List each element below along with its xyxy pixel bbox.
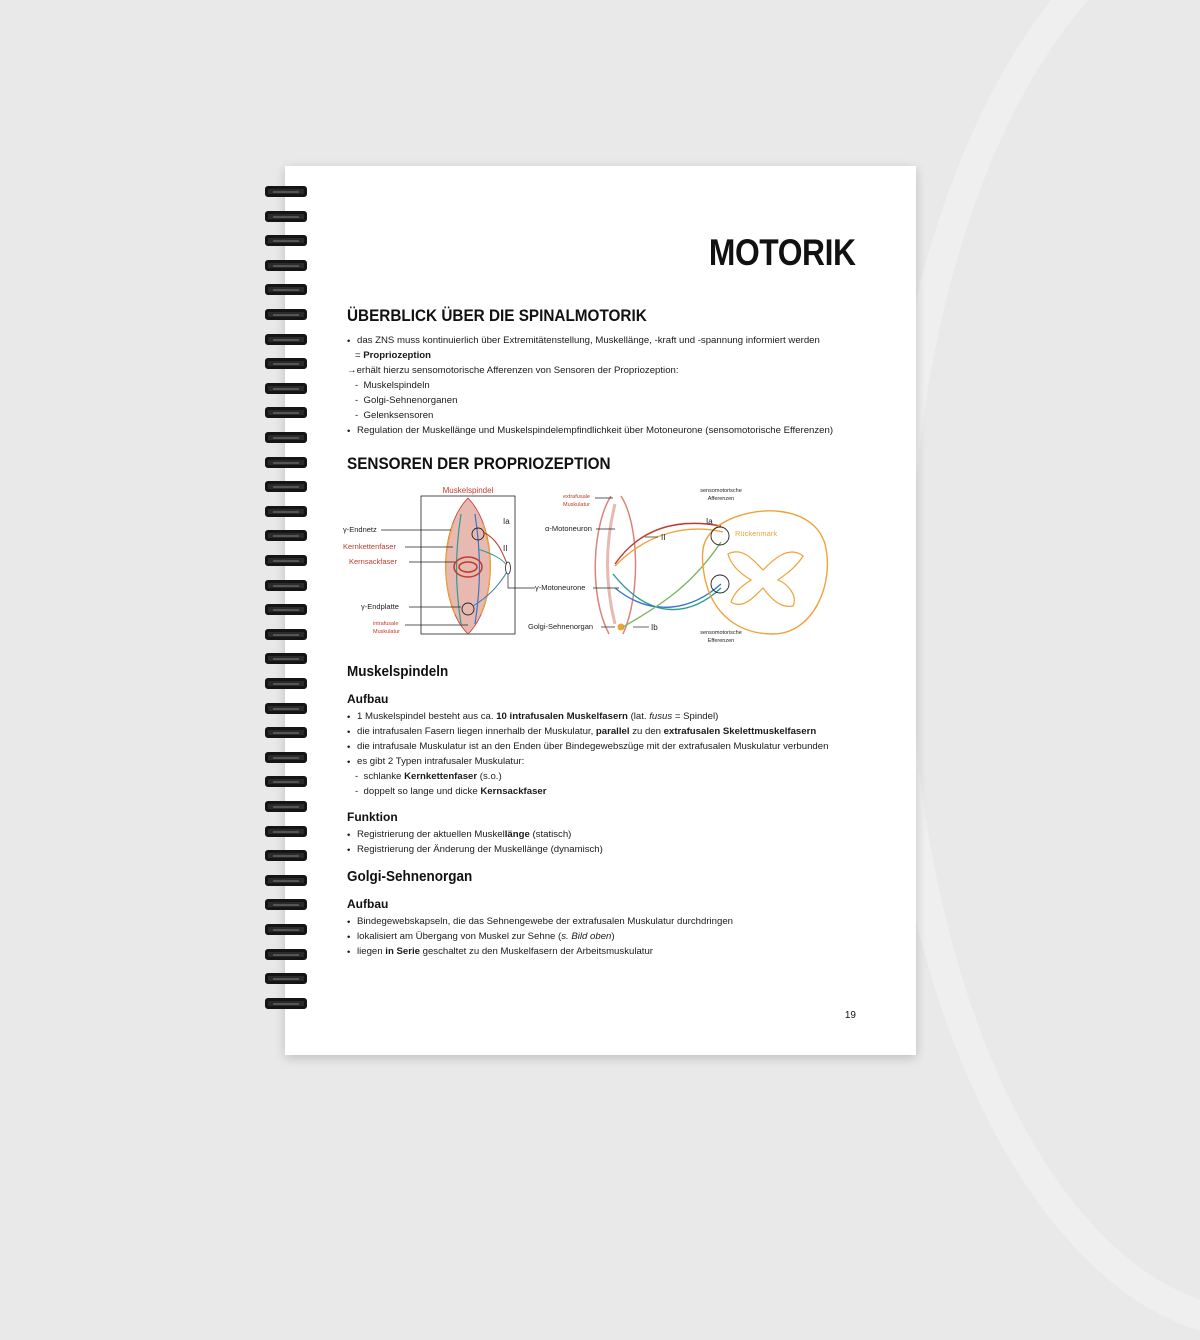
bullet: • [347,336,351,347]
spiral-coil [265,260,307,271]
spiral-coil [265,973,307,984]
spiral-coil [265,432,307,443]
section-heading-sensoren: SENSOREN DER PROPRIOZEPTION [347,454,611,473]
text-line: Bindegewebskapseln, die das Sehnengewebe der extrafusalen Muskulatur durchdringen [357,916,734,927]
label-ia-right: Ia [706,517,713,526]
subheading-funktion: Funktion [347,810,398,824]
spiral-coil [265,457,307,468]
spiral-coil [265,309,307,320]
label-rueckenmark: Rückenmark [735,529,778,538]
text-line: →erhält hierzu sensomotorische Afferenzen von Sensoren der Propriozeption: [347,365,679,376]
label-gamma-motoneurone: γ-Motoneurone [535,583,586,592]
extrafusal-muscle [621,496,636,634]
label-ia: Ia [503,517,510,526]
bullet: • [347,712,351,723]
label-kernkettenfaser: Kernkettenfaser [343,542,396,551]
propriozeption-diagram [343,484,833,649]
label-efferenzen-1: sensomotorische [700,630,742,636]
text-line: = Propriozeption [355,350,431,361]
text-line: es gibt 2 Typen intrafusaler Muskulatur: [357,756,525,767]
label-extrafusale-muskulatur: Muskulatur [563,502,590,508]
spiral-coil [265,186,307,197]
heading-muskelspindeln: Muskelspindeln [347,663,449,680]
bullet: • [347,917,351,928]
spiral-coil [265,506,307,517]
heading-golgi-sehnenorgan: Golgi-Sehnenorgan [347,868,473,885]
text-line: 1 Muskelspindel besteht aus ca. 10 intrafusalen Muskelfasern (lat. fusus = Spindel) [357,711,719,722]
label-kernsackfaser: Kernsackfaser [349,557,397,566]
spiral-coil [265,949,307,960]
spiral-coil [265,752,307,763]
spiral-coil [265,604,307,615]
tract-gamma [615,584,721,607]
sub-item: - Golgi-Sehnenorganen [355,395,458,406]
spiral-coil [265,629,307,640]
label-afferenzen-1: sensomotorische [700,488,742,494]
page-title: MOTORIK [709,232,856,273]
spiral-coil [265,899,307,910]
label-alpha-motoneuron: α-Motoneuron [545,524,592,533]
label-efferenzen-2: Efferenzen [707,638,735,644]
spiral-coil [265,850,307,861]
spiral-coil [265,776,307,787]
text-line: die intrafusalen Fasern liegen innerhalb der Muskulatur, parallel zu den extrafusalen Skelettmuskelfasern [357,726,817,737]
spiral-coil [265,383,307,394]
notebook-page [285,166,916,1055]
bullet: • [347,932,351,943]
spiral-coil [265,678,307,689]
spiral-coil [265,727,307,738]
label-ii-right: II [661,533,666,542]
spindle-shape [446,498,491,634]
sub-item: - doppelt so lange und dicke Kernsackfaser [355,786,547,797]
sub-item: - schlanke Kernkettenfaser (s.o.) [355,771,502,782]
spiral-coil [265,875,307,886]
text-line: Registrierung der aktuellen Muskellänge (statisch) [357,829,572,840]
label-gamma-endplatte: γ-Endplatte [361,602,399,611]
label-afferenzen-2: Afferenzen [707,496,735,502]
label-ii: II [503,544,508,553]
spiral-coil [265,703,307,714]
spiral-coil [265,998,307,1009]
spiral-coil [265,334,307,345]
subheading-aufbau-golgi: Aufbau [347,897,389,911]
extrafusal-muscle-fill [608,504,616,624]
label-gamma-endnetz: γ-Endnetz [343,525,377,534]
spiral-coil [265,653,307,664]
spiral-coil [265,407,307,418]
label-ib: Ib [651,623,658,632]
spiral-coil [265,284,307,295]
graue-substanz [728,552,803,607]
bullet: • [347,757,351,768]
text-line: liegen in Serie geschaltet zu den Muskelfasern der Arbeitsmuskulatur [357,946,653,957]
bullet: • [347,830,351,841]
label-golgi: Golgi-Sehnenorgan [528,622,594,631]
spiral-coil [265,555,307,566]
bullet: • [347,845,351,856]
sub-item: - Gelenksensoren [355,410,434,421]
label-intrafusale: intrafusale [373,621,399,627]
label-intrafusale-muskulatur: Muskulatur [373,629,400,635]
sub-item: - Muskelspindeln [355,380,430,391]
page-number: 19 [844,1010,856,1021]
spiral-coil [265,358,307,369]
spiral-coil [265,235,307,246]
spiral-coil [265,924,307,935]
text-line: Regulation der Muskellänge und Muskelspindelempfindlichkeit über Motoneurone (sensomotorische Efferenzen) [357,425,834,436]
text-line: die intrafusale Muskulatur ist an den Enden über Bindegewebszüge mit der extrafusalen Muskulatur verbunden [357,741,829,752]
spiral-coil [265,211,307,222]
spiral-coil [265,801,307,812]
section-heading-spinalmotorik: ÜBERBLICK ÜBER DIE SPINALMOTORIK [347,306,647,325]
spiral-coil [265,530,307,541]
subheading-aufbau: Aufbau [347,692,389,706]
text-line: Registrierung der Änderung der Muskellänge (dynamisch) [357,844,603,855]
bullet: • [347,727,351,738]
spiral-coil [265,826,307,837]
background-arc [880,0,1200,1340]
label-muskelspindel: Muskelspindel [442,486,494,495]
text-line: lokalisiert am Übergang von Muskel zur Sehne (s. Bild oben) [357,931,615,942]
spiral-binding [265,186,309,1036]
spiral-coil [265,580,307,591]
bullet: • [347,947,351,958]
text-line: das ZNS muss kontinuierlich über Extremitätenstellung, Muskellänge, -kraft und -spannung informiert werden [357,335,820,346]
spiral-coil [265,481,307,492]
nerve-knot [506,562,511,574]
label-extrafusale: extrafusale [563,494,590,500]
bullet: • [347,742,351,753]
bullet: • [347,426,351,437]
